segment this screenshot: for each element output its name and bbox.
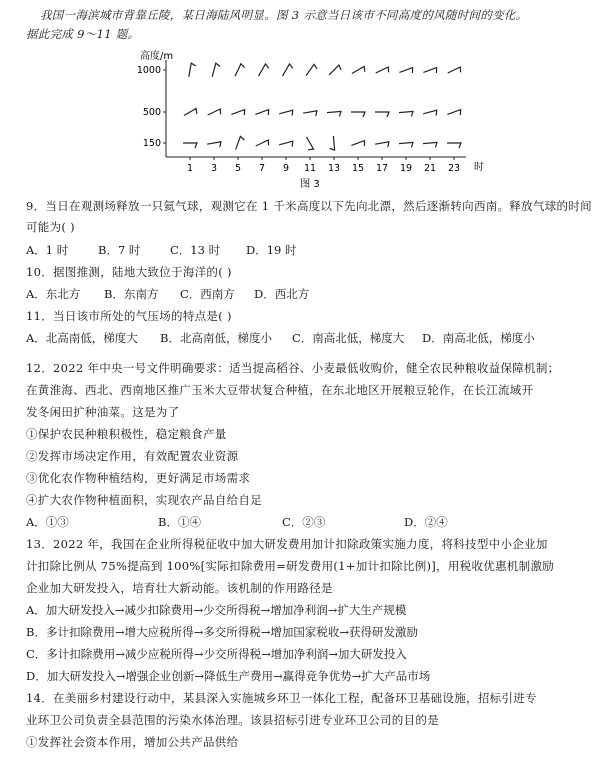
q12-item: ③优化农作物种植结构，更好满足市场需求: [26, 471, 251, 485]
q12-option-a[interactable]: A．①③: [26, 515, 69, 529]
wind-barb: [329, 65, 341, 75]
xtick-label: 3: [210, 163, 218, 174]
wind-barb: [256, 140, 269, 146]
wind-barb: [447, 143, 461, 148]
wind-barb: [423, 68, 436, 73]
q12-item: ④扩大农作物种植面积，实现农产品自给自足: [26, 493, 262, 507]
figure-ylabel: 高度/m: [140, 51, 174, 62]
wind-barb: [351, 141, 364, 146]
wind-barb: [207, 142, 221, 147]
wind-barb: [307, 137, 314, 150]
q13-option-b[interactable]: B．多计扣除费用→增大应税所得→多交所得税→增加国家税收→获得研发激励: [26, 625, 418, 639]
wind-barb: [352, 67, 365, 74]
wind-barb: [259, 64, 269, 76]
xtick-label: 7: [258, 163, 266, 174]
q12-item: ②发挥市场决定作用，有效配置农业资源: [26, 449, 239, 463]
q14-stem-cont: 业环卫公司负责全县范围的污染水体治理。该县招标引进专业环卫公司的目的是: [26, 713, 439, 727]
wind-barb: [423, 142, 437, 147]
wind-figure: [130, 50, 490, 192]
xtick-label: 1: [186, 163, 194, 174]
ytick-label: 150: [142, 138, 161, 149]
xtick-label: 5: [234, 163, 242, 174]
q9-stem-cont: 可能为( ): [26, 220, 75, 234]
q12-option-c[interactable]: C．②③: [282, 515, 326, 529]
wind-barb: [447, 110, 460, 115]
wind-barb: [306, 64, 317, 75]
q10-option-d[interactable]: D．西北方: [254, 287, 310, 301]
q9-option-c[interactable]: C．13 时: [170, 243, 221, 257]
q11-option-a[interactable]: A．北高南低，梯度大: [26, 331, 138, 345]
wind-barb: [375, 112, 389, 117]
wind-barb: [236, 136, 245, 149]
wind-barb: [399, 111, 413, 116]
q13-stem-cont: 计扣除比例从 75%提高到 100%[实际扣除费用=研发费用(1+加计扣除比例)]，用税收优惠机制激励: [26, 559, 555, 573]
wind-barb: [255, 110, 268, 115]
wind-barb: [376, 67, 389, 73]
wind-barb: [208, 109, 221, 115]
intro-line-2: 据此完成 9～11 题。: [26, 27, 140, 41]
q13-option-c[interactable]: C．多计扣除费用→减少应税所得→少交所得税→增加净利润→加大研发投入: [26, 647, 407, 661]
xtick-label: 15: [351, 163, 365, 174]
wind-barb: [448, 67, 461, 73]
q11-stem: 11．当日该市所处的气压场的特点是( ): [26, 309, 232, 323]
wind-barb: [375, 142, 389, 147]
q13-option-d[interactable]: D．加大研发投入→增强企业创新→降低生产费用→赢得竞争优势→扩大产品市场: [26, 669, 431, 683]
xtick-label: 17: [375, 163, 389, 174]
wind-barb: [183, 143, 197, 148]
wind-barb: [283, 64, 293, 76]
q12-stem-cont: 在黄淮海、西北、西南地区推广玉米大豆带状复合种植，在东北地区开展粮豆轮作，在长江流域开: [26, 383, 534, 397]
xtick-label: 13: [327, 163, 341, 174]
q13-stem-cont: 企业加大研发投入，培育壮大新动能。该机制的作用路径是: [26, 581, 333, 595]
wind-barb: [399, 68, 412, 73]
q10-stem: 10．据图推测，陆地大致位于海洋的( ): [26, 265, 232, 279]
xtick-label: 19: [399, 163, 413, 174]
figure-x-unit: 时: [474, 162, 484, 173]
wind-barb: [423, 110, 437, 115]
q9-option-a[interactable]: A．1 时: [26, 243, 69, 257]
xtick-label: 11: [303, 163, 317, 174]
wind-barb: [327, 111, 341, 116]
q10-option-a[interactable]: A．东北方: [26, 287, 81, 301]
wind-barb: [303, 111, 317, 116]
wind-barb: [279, 141, 293, 146]
q9-option-b[interactable]: B．7 时: [98, 243, 141, 257]
wind-barb: [351, 112, 365, 117]
q13-option-a[interactable]: A．加大研发投入→减少扣除费用→少交所得税→增加净利润→扩大生产规模: [26, 603, 407, 617]
q9-stem: 9．当日在观测场释放一只氦气球，观测它在 1 千米高度以下先向北漂，然后逐渐转向西南。释放气球的时间: [26, 199, 592, 213]
wind-barb: [330, 136, 335, 150]
q14-item: ①发挥社会资本作用，增加公共产品供给: [26, 735, 239, 749]
figure-caption: 图 3: [300, 179, 320, 190]
wind-barb: [212, 63, 220, 77]
intro-line-1: 我国一海滨城市背靠丘陵，某日海陆风明显。图 3 示意当日该市不同高度的风随时间的变化。: [40, 8, 528, 22]
xtick-label: 9: [282, 163, 290, 174]
xtick-label: 21: [423, 163, 437, 174]
ytick-label: 1000: [136, 65, 161, 76]
ytick-label: 500: [142, 107, 161, 118]
wind-barb: [189, 63, 196, 77]
wind-barb: [279, 110, 293, 115]
q12-option-b[interactable]: B．①④: [158, 515, 201, 529]
wind-barb: [231, 110, 244, 115]
q12-item: ①保护农民种粮积极性，稳定粮食产量: [26, 427, 227, 441]
wind-barb: [184, 109, 197, 116]
q12-stem-cont: 发冬闲田扩种油菜。这是为了: [26, 405, 180, 419]
q10-option-b[interactable]: B．东南方: [104, 287, 159, 301]
q11-option-c[interactable]: C．南高北低，梯度大: [292, 331, 405, 345]
q12-option-d[interactable]: D．②④: [404, 515, 448, 529]
q14-stem: 14．在美丽乡村建设行动中，某县深入实施城乡环卫一体化工程，配备环卫基础设施，招标引进专: [26, 691, 537, 705]
wind-barb: [399, 142, 413, 147]
q12-stem: 12．2022 年中央一号文件明确要求：适当提高稻谷、小麦最低收购价，健全农民种粮收益保障机制；: [26, 361, 560, 375]
q13-stem: 13．2022 年，我国在企业所得税征收中加大研发费用加计扣除政策实施力度，将科技型中小企业加: [26, 537, 548, 551]
q10-option-c[interactable]: C．西南方: [180, 287, 235, 301]
q9-option-d[interactable]: D．19 时: [246, 243, 297, 257]
q11-option-b[interactable]: B．北高南低，梯度小: [160, 331, 272, 345]
xtick-label: 23: [447, 163, 461, 174]
wind-barb: [235, 64, 245, 77]
q11-option-d[interactable]: D．南高北低，梯度小: [422, 331, 535, 345]
